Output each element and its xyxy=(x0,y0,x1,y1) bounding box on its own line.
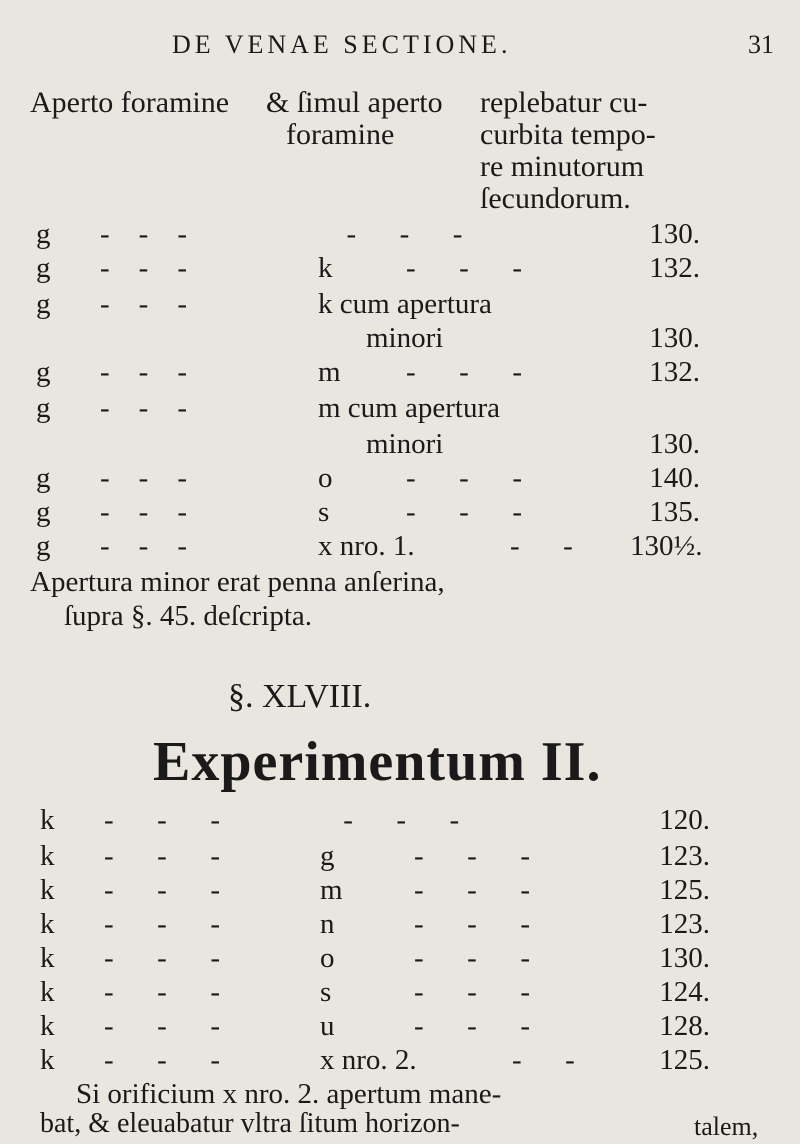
dash-leader: - - - xyxy=(414,976,530,1008)
table1-row-value: 132. xyxy=(649,252,700,284)
dash-leader: - - - xyxy=(100,252,187,284)
table1-col3-header-line1: replebatur cu- xyxy=(480,86,648,119)
table2-row-letter: k xyxy=(40,908,55,940)
table1-row-value: 130½. xyxy=(630,530,703,562)
table1-row-value: 132. xyxy=(649,356,700,388)
table2-row-value: 130. xyxy=(659,942,710,974)
section-label: §. XLVIII. xyxy=(228,678,372,715)
table1-row-letter: g xyxy=(36,496,51,528)
dash-leader: - - - xyxy=(414,874,530,906)
dash-leader: - - - xyxy=(414,942,530,974)
dash-leader: - - - xyxy=(104,908,220,940)
dash-leader: - - - xyxy=(406,496,522,528)
table1-row-condition: x nro. 1. xyxy=(318,530,415,562)
table1-row-value: 135. xyxy=(649,496,700,528)
note-line1: Apertura minor erat penna anſerina, xyxy=(30,566,445,598)
table1-row-value: 130. xyxy=(649,322,700,354)
table1-col3-header-line3: re minutorum xyxy=(480,150,645,183)
table1-row-condition: k cum apertura xyxy=(318,288,492,320)
dash-leader: - - - xyxy=(406,252,522,284)
dash-leader: - - - xyxy=(406,356,522,388)
table2-row-value: 124. xyxy=(659,976,710,1008)
table2-row-letter: k xyxy=(40,874,55,906)
dash-leader: - - - xyxy=(104,874,220,906)
text-line2: bat, & eleuabatur vltra ſitum horizon- xyxy=(40,1108,460,1139)
table2-row-value: 125. xyxy=(659,1044,710,1076)
text-line1: Si orificium x nro. 2. apertum mane- xyxy=(76,1078,502,1110)
table1-row-value: 140. xyxy=(649,462,700,494)
table2-row-value: 120. xyxy=(659,804,710,836)
table2-row-condition: n xyxy=(320,908,335,940)
table1-row-condition: o xyxy=(318,462,333,494)
table2-row-value: 128. xyxy=(659,1010,710,1042)
dash-leader: - - - xyxy=(100,392,187,424)
dash-leader: - - - xyxy=(414,840,530,872)
table1-row-value: 130. xyxy=(649,218,700,250)
table2-row-letter: k xyxy=(40,840,55,872)
dash-leader: - - - xyxy=(406,462,522,494)
dash-leader: - - - xyxy=(414,1010,530,1042)
dash-leader: - - - xyxy=(100,496,187,528)
table2-row-value: 125. xyxy=(659,874,710,906)
table2-row-condition: s xyxy=(320,976,332,1008)
table2-row-letter: k xyxy=(40,942,55,974)
table1-col2-header-line2: foramine xyxy=(286,118,395,151)
dash-leader: - - - xyxy=(100,288,187,320)
table2-row-condition: o xyxy=(320,942,335,974)
note-line2: ſupra §. 45. deſcripta. xyxy=(64,600,313,632)
table2-row-condition: x nro. 2. xyxy=(320,1044,417,1076)
table1-row-letter: g xyxy=(36,218,51,250)
dash-leader: - - xyxy=(512,1044,575,1076)
table1-row-condition: m xyxy=(318,356,341,388)
table1-row-condition-cont: minori xyxy=(366,322,444,354)
table1-row-letter: g xyxy=(36,288,51,320)
dash-leader: - - xyxy=(510,530,573,562)
running-head: DE VENAE SECTIONE. xyxy=(172,30,512,59)
table1-row-condition-cont: minori xyxy=(366,428,444,460)
dash-leader: - - - xyxy=(104,976,220,1008)
table2-row-letter: k xyxy=(40,976,55,1008)
dash-leader: - - - xyxy=(100,356,187,388)
dash-leader: - - - xyxy=(100,462,187,494)
dash-leader: - - - xyxy=(104,840,220,872)
table1-row-condition: m cum apertura xyxy=(318,392,500,424)
table2-row-value: 123. xyxy=(659,908,710,940)
dash-leader: - - - - - - xyxy=(104,804,460,836)
table2-row-condition: m xyxy=(320,874,343,906)
table1-row-value: 130. xyxy=(649,428,700,460)
table1-row-letter: g xyxy=(36,356,51,388)
table1-col3-header-line4: ſecundorum. xyxy=(480,182,631,215)
table1-col3-header-line2: curbita tempo- xyxy=(480,118,656,151)
catchword: talem, xyxy=(694,1112,759,1141)
table1-row-condition: k xyxy=(318,252,333,284)
table2-row-letter: k xyxy=(40,1010,55,1042)
table2-row-condition: g xyxy=(320,840,335,872)
table2-row-condition: u xyxy=(320,1010,335,1042)
table2-row-value: 123. xyxy=(659,840,710,872)
dash-leader: - - - xyxy=(414,908,530,940)
table1-row-letter: g xyxy=(36,530,51,562)
dash-leader: - - - xyxy=(104,942,220,974)
experiment-title: Experimentum II. xyxy=(153,731,602,793)
table2-row-letter: k xyxy=(40,1044,55,1076)
table1-row-letter: g xyxy=(36,252,51,284)
table1-col1-header: Aperto foramine xyxy=(30,86,230,119)
table1-row-letter: g xyxy=(36,462,51,494)
page-number: 31 xyxy=(748,30,774,59)
table1-row-condition: s xyxy=(318,496,330,528)
table1-row-letter: g xyxy=(36,392,51,424)
dash-leader: - - - xyxy=(104,1044,220,1076)
dash-leader: - - - xyxy=(104,1010,220,1042)
dash-leader: - - - - - - xyxy=(100,218,463,250)
table1-col2-header-line1: & ſimul aperto xyxy=(266,86,443,119)
dash-leader: - - - xyxy=(100,530,187,562)
table2-row-letter: k xyxy=(40,804,55,836)
